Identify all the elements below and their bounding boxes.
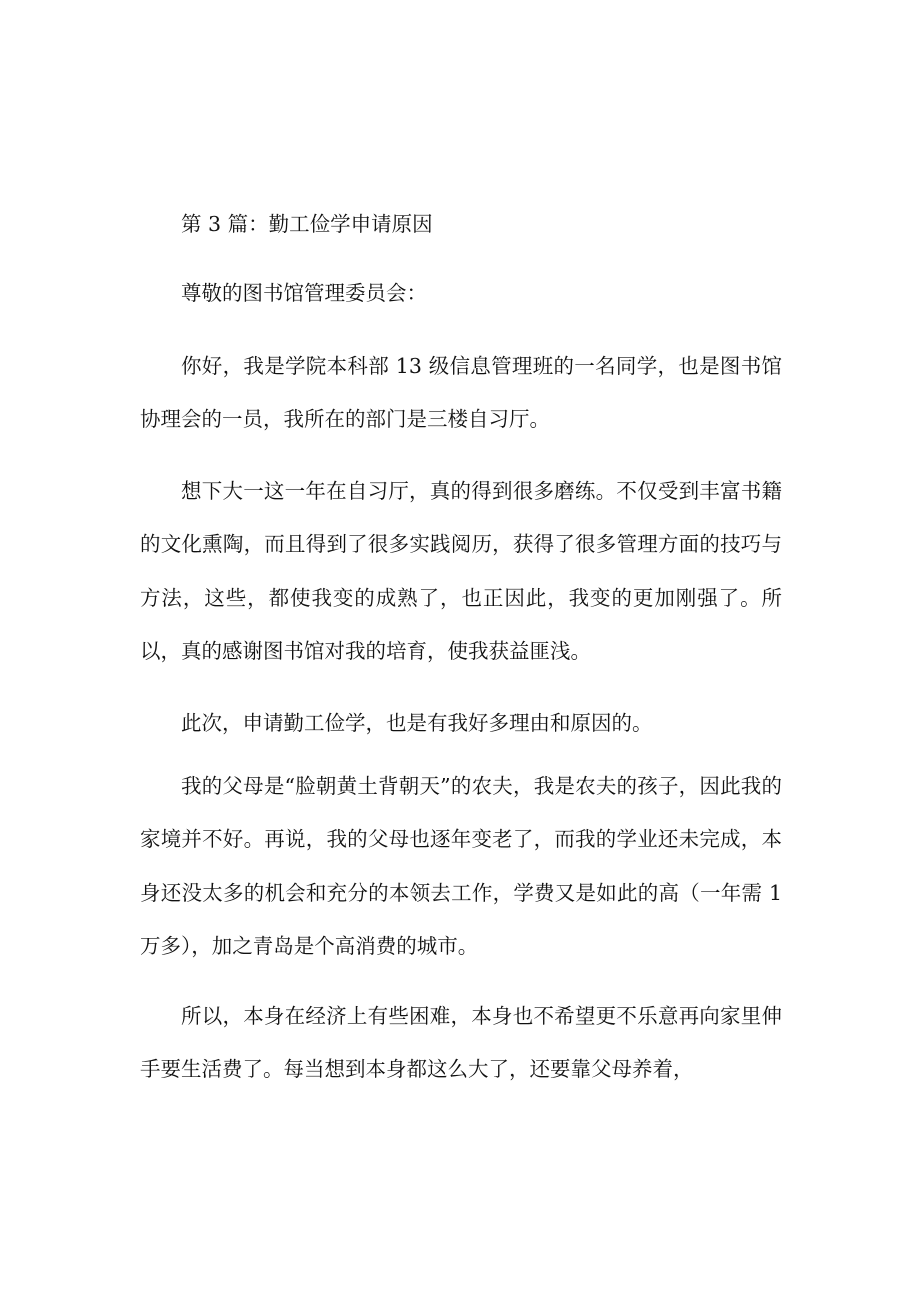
document-title: 第 3 篇：勤工俭学申请原因 — [181, 212, 433, 236]
salutation: 尊敬的图书馆管理委员会： — [181, 281, 427, 305]
paragraph-finance: 所以，本身在经济上有些困难，本身也不希望更不乐意再向家里伸手要生活费了。每当想到本身都这么大了，还要靠父母养着， — [140, 1004, 782, 1082]
paragraph-experience: 想下大一这一年在自习厅，真的得到很多磨练。不仅受到丰富书籍的文化熏陶，而且得到了很多实践阅历，获得了很多管理方面的技巧与方法，这些，都使我变的成熟了，也正因此，我变的更加刚强了。所以，真的感谢图书馆对我的培育，使我获益匪浅。 — [140, 479, 782, 663]
paragraph-intro: 你好，我是学院本科部 13 级信息管理班的一名同学，也是图书馆协理会的一员，我所在的部门是三楼自习厅。 — [140, 354, 782, 432]
paragraph-family: 我的父母是“脸朝黄土背朝天”的农夫，我是农夫的孩子，因此我的家境并不好。再说，我的父母也逐年变老了，而我的学业还未完成，本身还没太多的机会和充分的本领去工作，学费又是如此的高（一年需 1 万多），加之青岛是个高消费的城市。 — [140, 774, 782, 958]
paragraph-reason-intro: 此次，申请勤工俭学，也是有我好多理由和原因的。 — [181, 711, 653, 735]
